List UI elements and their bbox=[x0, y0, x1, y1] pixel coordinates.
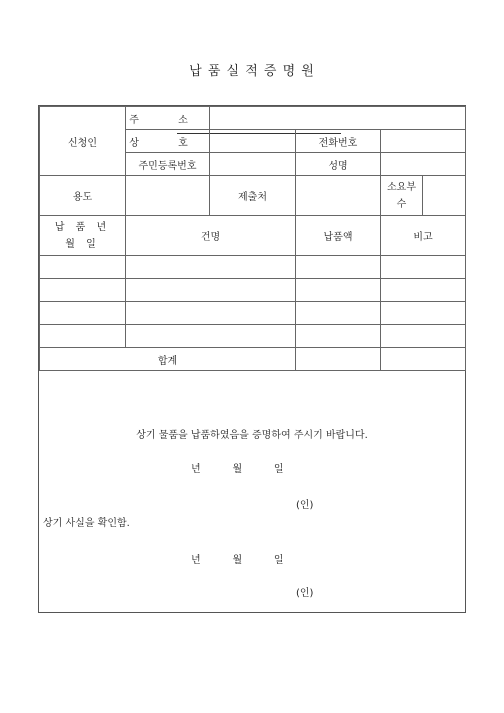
remarks-label: 비고 bbox=[381, 216, 466, 256]
remarks-cell[interactable] bbox=[381, 302, 466, 325]
remarks-cell[interactable] bbox=[381, 256, 466, 279]
item-cell[interactable] bbox=[126, 279, 296, 302]
item-name-label: 건명 bbox=[126, 216, 296, 256]
phone-field[interactable] bbox=[381, 130, 466, 153]
amount-cell[interactable] bbox=[296, 279, 381, 302]
quantity-field[interactable] bbox=[423, 176, 466, 216]
table-row bbox=[40, 325, 466, 348]
request-date: 년 월 일 bbox=[191, 464, 284, 475]
total-label: 합계 bbox=[40, 348, 296, 371]
amount-cell[interactable] bbox=[296, 302, 381, 325]
table-row bbox=[40, 302, 466, 325]
address-label: 주 소 bbox=[126, 107, 210, 130]
item-cell[interactable] bbox=[126, 325, 296, 348]
applicant-label: 신청인 bbox=[40, 107, 126, 176]
request-statement: 상기 물품을 납품하였음을 증명하여 주시기 바랍니다. bbox=[136, 430, 368, 441]
item-cell[interactable] bbox=[126, 256, 296, 279]
resident-no-field[interactable] bbox=[210, 153, 296, 176]
quantity-label: 소요부수 bbox=[381, 176, 423, 216]
name-field[interactable] bbox=[381, 153, 466, 176]
form-table bbox=[39, 106, 466, 371]
phone-label: 전화번호 bbox=[296, 130, 381, 153]
submit-to-field[interactable] bbox=[296, 176, 381, 216]
company-field[interactable] bbox=[210, 130, 296, 153]
table-row bbox=[40, 256, 466, 279]
delivery-date-label: 납 품 년 월 일 bbox=[40, 216, 126, 256]
confirmation-statement: 상기 사실을 확인함. bbox=[43, 518, 130, 529]
address-field[interactable] bbox=[210, 107, 466, 130]
item-cell[interactable] bbox=[126, 302, 296, 325]
date-cell[interactable] bbox=[40, 325, 126, 348]
date-cell[interactable] bbox=[40, 279, 126, 302]
name-label: 성명 bbox=[296, 153, 381, 176]
purpose-label: 용도 bbox=[40, 176, 126, 216]
remarks-cell[interactable] bbox=[381, 279, 466, 302]
resident-no-label: 주민등록번호 bbox=[126, 153, 210, 176]
request-seal: (인) bbox=[296, 500, 314, 511]
certification-section bbox=[39, 371, 465, 612]
form-title: 납 품 실 적 증 명 원 bbox=[189, 64, 315, 79]
confirmation-seal: (인) bbox=[296, 588, 314, 599]
total-amount-field[interactable] bbox=[296, 348, 381, 371]
confirmation-date: 년 월 일 bbox=[191, 555, 284, 566]
purpose-field[interactable] bbox=[126, 176, 210, 216]
submit-to-label: 제출처 bbox=[210, 176, 296, 216]
total-remarks-field[interactable] bbox=[381, 348, 466, 371]
company-label: 상 호 bbox=[126, 130, 210, 153]
amount-cell[interactable] bbox=[296, 325, 381, 348]
delivery-amount-label: 납품액 bbox=[296, 216, 381, 256]
remarks-cell[interactable] bbox=[381, 325, 466, 348]
date-cell[interactable] bbox=[40, 302, 126, 325]
table-row bbox=[40, 279, 466, 302]
amount-cell[interactable] bbox=[296, 256, 381, 279]
date-cell[interactable] bbox=[40, 256, 126, 279]
certificate-form bbox=[38, 105, 466, 613]
